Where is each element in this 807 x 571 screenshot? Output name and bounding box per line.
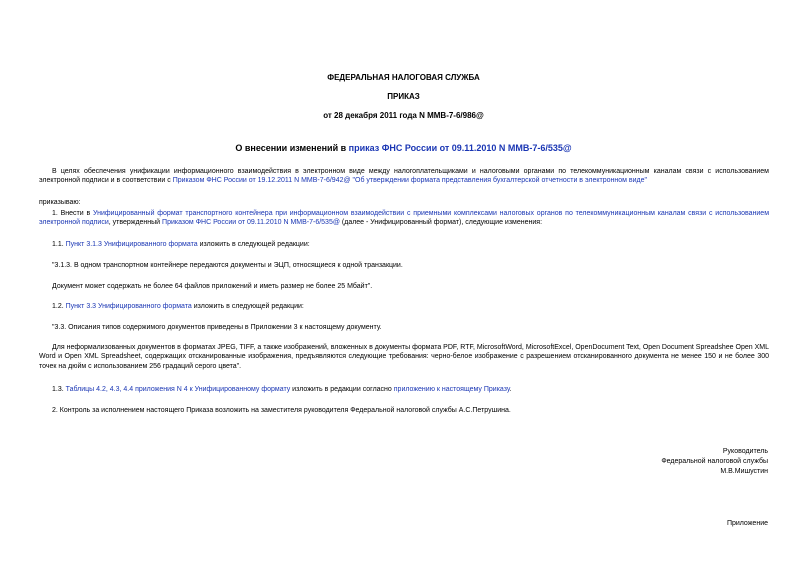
- paragraph-1: [39, 209, 769, 228]
- doc-date-number: от 28 декабря 2011 года N ММВ-7-6/986@: [323, 111, 484, 120]
- org-title: ФЕДЕРАЛЬНАЯ НАЛОГОВАЯ СЛУЖБА: [327, 73, 480, 82]
- doc-subject: [0, 142, 807, 154]
- signature-title: Руководитель: [722, 448, 768, 455]
- quote-3-1-3: "3.1.3. В одном транспортном контейнере передаются документы и ЭЦП, относящиеся к одной транзакции.: [52, 262, 403, 269]
- p13-text-a: 1.3.: [52, 386, 66, 393]
- p12-text-b: изложить в следующей редакции:: [191, 303, 304, 310]
- subject-link[interactable]: приказ ФНС России от 09.11.2010 N ММВ-7-6/535@: [348, 143, 572, 153]
- intro-link[interactable]: Приказом ФНС России от 19.12.2011 N ММВ-7-6/942@ "Об утверждении формата представления бухгалтерской отчетности в электронном виде": [172, 177, 647, 185]
- quote-3-3-b: Для неформализованных документов в форматах JPEG, TIFF, а также изображений, вложенных в документы формата PDF, RTF, MicrosoftWord, MicrosoftExcel, OpenDocument Text, Open Document Spreadshee Open XML Word и Open XML Spreadsheet, содержащих отсканированные изображения, предъявляются следующие требования: черно-белое изображение с разрешением отсканированного документа не менее 150 и не более 300 точек на дюйм с использованием 256 градаций серого цвета".: [39, 344, 769, 370]
- p11-text-a: 1.1.: [52, 241, 66, 248]
- p13-text-b: изложить в редакции согласно: [290, 386, 394, 393]
- p11-text-b: изложить в следующей редакции:: [197, 241, 310, 248]
- paragraph-1-2: [39, 302, 769, 311]
- signature-org: Федеральной налоговой службы: [661, 458, 768, 465]
- p13-link-appendix[interactable]: приложению к настоящему Приказу: [393, 386, 510, 393]
- p1-text-c: (далее - Унифицированный формат), следующие изменения:: [339, 219, 543, 227]
- quote-3-1-3-b: Документ может содержать не более 64 файлов приложений и иметь размер не более 25 Мбайт".: [52, 283, 373, 290]
- p1-link-order[interactable]: Приказом ФНС России от 09.11.2010 N ММВ-7-6/535@: [162, 219, 340, 227]
- intro-paragraph: [39, 167, 769, 186]
- p11-link[interactable]: Пункт 3.1.3 Унифицированного формата: [65, 241, 198, 248]
- subject-prefix: О внесении изменений в: [235, 143, 349, 153]
- paragraph-2: 2. Контроль за исполнением настоящего Приказа возложить на заместителя руководителя Федеральной налоговой службы А.С.Петрушина.: [52, 407, 511, 414]
- paragraph-1-3: [39, 385, 769, 394]
- p13-text-c: .: [509, 386, 512, 393]
- doc-type: ПРИКАЗ: [387, 92, 420, 101]
- p12-text-a: 1.2.: [52, 303, 66, 310]
- order-word: приказываю:: [39, 199, 81, 206]
- signature-name: М.В.Мишустин: [720, 468, 768, 475]
- p12-link[interactable]: Пункт 3.3 Унифицированного формата: [65, 303, 192, 310]
- quote-3-3: "3.3. Описания типов содержимого документов приведены в Приложении 3 к настоящему документу.: [52, 324, 382, 331]
- intro-text: В целях обеспечения унификации информационного взаимодействия в электронном виде между налогоплательщиками и налоговыми органами по телекоммуникационным каналам связи с использованием электронной подписи и в соответствии с: [39, 168, 769, 185]
- paragraph-1-1: [39, 240, 769, 249]
- appendix-label: Приложение: [726, 520, 768, 527]
- p1-text-b: , утвержденный: [108, 219, 163, 227]
- p1-text-a: 1. Внести в: [52, 210, 93, 217]
- p1-link-format[interactable]: Унифицированный формат транспортного контейнера при информационном взаимодействии с приемными комплексами налоговых органов по телекоммуникационным каналам связи с использованием электронной подписи: [39, 210, 770, 227]
- p13-link-tables[interactable]: Таблицы 4.2, 4.3, 4.4 приложения N 4 к Унифицированному формату: [65, 386, 291, 393]
